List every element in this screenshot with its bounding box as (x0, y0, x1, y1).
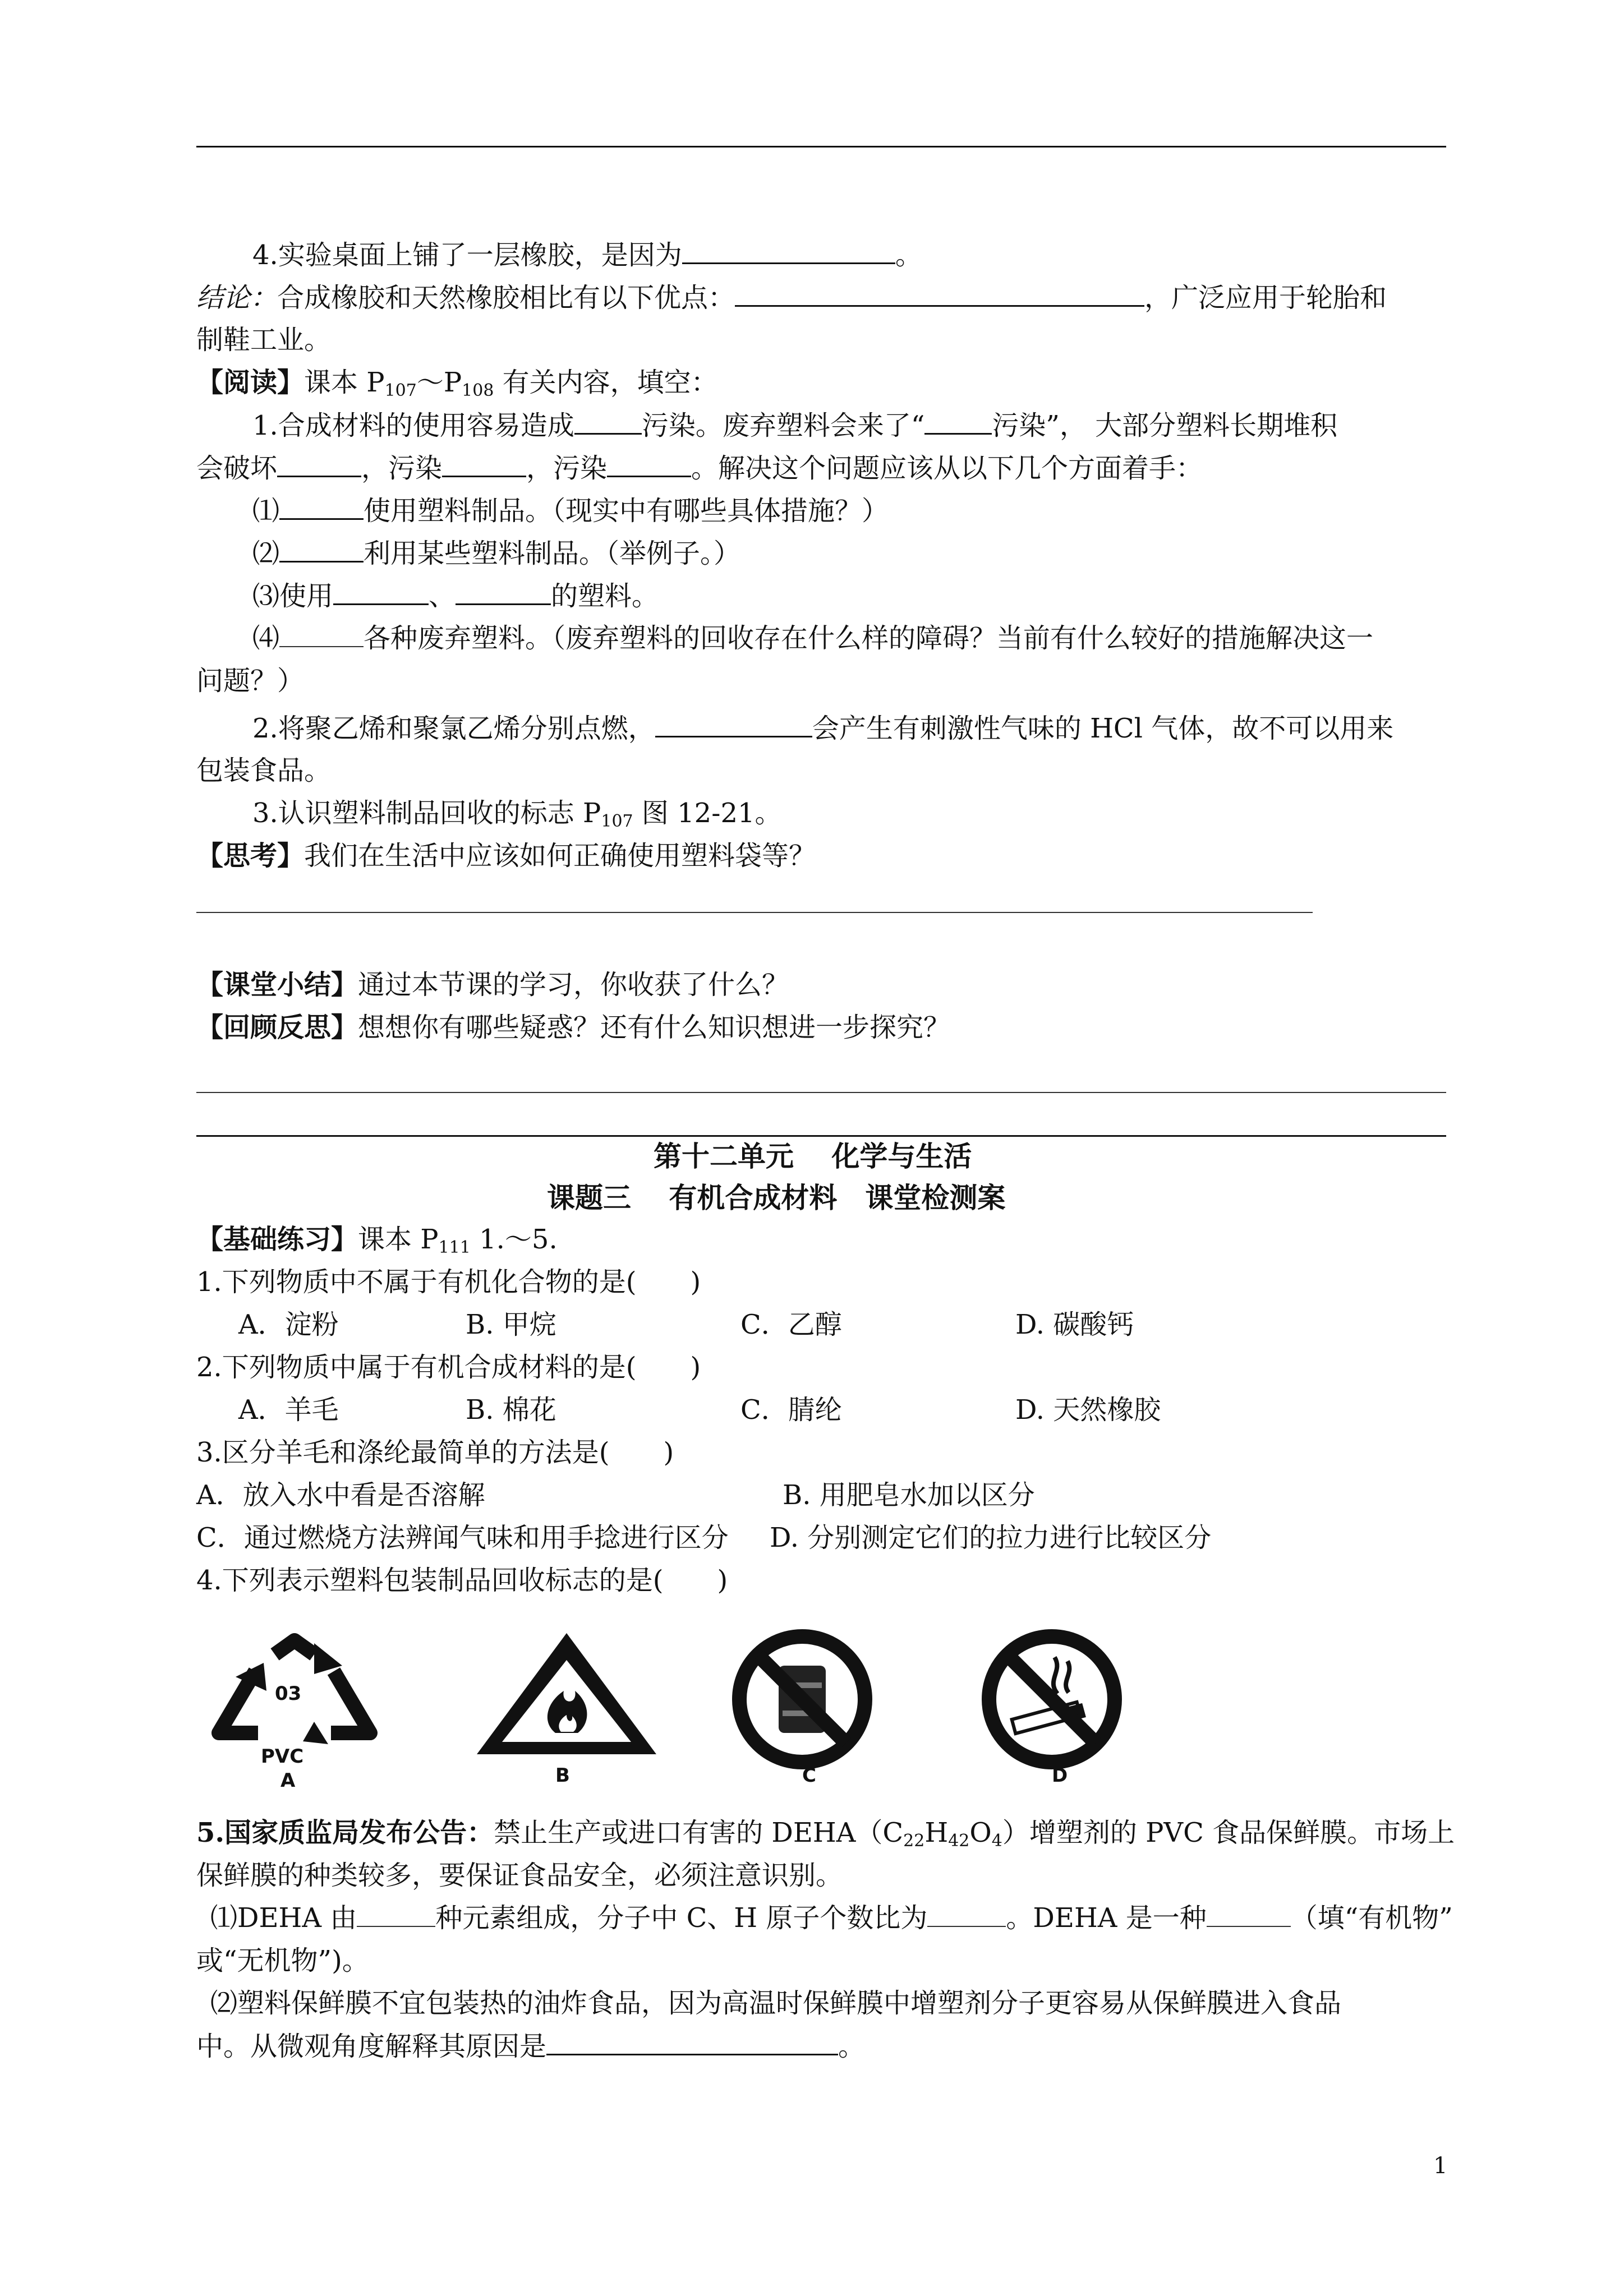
answer-blank[interactable] (924, 408, 992, 435)
reading-sub-4: ⑷ 各种废弃塑料。（废弃塑料的回收存在什么样的障碍？当前有什么较好的措施解决这一 (252, 623, 1374, 654)
icon-d-label: D (1052, 1764, 1068, 1787)
question-3: 3.区分羊毛和涤纶最简单的方法是( ) (196, 1437, 674, 1468)
reading-item-2-line-2: 包装食品。 (196, 755, 332, 786)
flammable-warning-icon[interactable] (471, 1626, 662, 1761)
answer-blank[interactable] (607, 451, 691, 477)
q2-option-a[interactable]: A．羊毛 (238, 1394, 339, 1426)
warning-triangle-icon (471, 1626, 662, 1761)
reading-item-2: 2.将聚乙烯和聚氯乙烯分别点燃， 会产生有刺激性气味的 HCl 气体，故不可以用来 (252, 711, 1393, 745)
question-2: 2.下列物质中属于有机合成材料的是( ) (196, 1352, 701, 1383)
q5-part-2-line-2: 中。从微观角度解释其原因是 。 (196, 2029, 865, 2063)
reading-item-1-line-2: 会破坏 ，污染 ，污染 。解决这个问题应该从以下几个方面着手： (196, 451, 1203, 485)
basic-practice: 【基础练习】课本 $P_{111}$ 1.～5. (196, 1224, 558, 1257)
answer-blank[interactable] (735, 280, 1144, 307)
answer-blank[interactable] (277, 451, 361, 477)
no-smoking-icon[interactable] (979, 1626, 1125, 1772)
answer-blank[interactable] (655, 711, 812, 737)
q3-option-b[interactable]: B. 用肥皂水加以区分 (783, 1479, 1035, 1511)
q5-part-1: ⑴DEHA 由 种元素组成，分子中 C、H 原子个数比为 。DEHA 是一种 （填“有机物” (210, 1902, 1453, 1934)
answer-blank[interactable] (682, 238, 895, 264)
no-barrel-icon[interactable] (729, 1626, 875, 1772)
answer-blank[interactable] (333, 579, 429, 605)
q5-part-2: ⑵塑料保鲜膜不宜包装热的油炸食品，因为高温时保鲜膜中增塑剂分子更容易从保鲜膜进入食品 (210, 1988, 1342, 2019)
question-1: 1.下列物质中不属于有机化合物的是( ) (196, 1266, 701, 1298)
q2-option-c[interactable]: C．腈纶 (740, 1394, 842, 1426)
q1-option-d[interactable]: D. 碳酸钙 (1015, 1309, 1134, 1340)
q3-option-d[interactable]: D. 分别测定它们的拉力进行比较区分 (770, 1522, 1212, 1553)
recycle-pvc-icon[interactable] (202, 1632, 387, 1761)
unit-title: 第十二单元 化学与生活 (654, 1140, 972, 1173)
reading-sub-2: ⑵ 利用某些塑料制品。（举例子。） (252, 536, 740, 570)
q2-option-d[interactable]: D. 天然橡胶 (1015, 1394, 1161, 1426)
q4-line: 4.实验桌面上铺了一层橡胶，是因为 。 (252, 238, 922, 272)
conclusion-line: 结论：合成橡胶和天然橡胶相比有以下优点： ，广泛应用于轮胎和 (196, 280, 1387, 315)
q3-option-c[interactable]: C．通过燃烧方法辨闻气味和用手捻进行区分 (196, 1522, 729, 1553)
reading-sub-1: ⑴ 使用塑料制品。（现实中有哪些具体措施？） (252, 494, 889, 528)
think-line: 【思考】我们在生活中应该如何正确使用塑料袋等？ (196, 840, 816, 872)
no-smoking-sign-icon (979, 1626, 1125, 1772)
q5-part-1-line-2: 或“无机物”)。 (196, 1945, 369, 1976)
q1-option-b[interactable]: B. 甲烷 (466, 1309, 556, 1340)
answer-blank[interactable] (1207, 1901, 1291, 1927)
q1-option-c[interactable]: C．乙醇 (740, 1309, 842, 1340)
answer-blank[interactable] (574, 408, 642, 435)
answer-blank[interactable] (927, 1901, 1006, 1927)
q1-option-a[interactable]: A．淀粉 (238, 1309, 339, 1340)
lesson-title: 课题三 有机合成材料 课堂检测案 (547, 1181, 1006, 1214)
reading-heading: 【阅读】课本 $P_{107}\sim P_{108}$ 有关内容，填空： (196, 367, 718, 400)
question-5-line-2: 保鲜膜的种类较多，要保证食品安全，必须注意识别。 (196, 1860, 843, 1891)
question-4: 4.下列表示塑料包装制品回收标志的是( ) (196, 1565, 728, 1596)
reflect-answer-line[interactable] (196, 1092, 1446, 1093)
reading-item-1: 1.合成材料的使用容易造成 污染。废弃塑料会来了“ 污染”， 大部分塑料长期堆积 (252, 408, 1337, 442)
header-rule (196, 146, 1446, 147)
icon-a-number: 03 (275, 1682, 302, 1705)
icon-a-label: A (280, 1769, 296, 1792)
answer-blank[interactable] (279, 536, 364, 563)
answer-blank[interactable] (357, 1901, 435, 1927)
answer-blank[interactable] (546, 2029, 838, 2055)
summary-line: 【课堂小结】通过本节课的学习，你收获了什么？ (196, 969, 789, 1001)
question-5: 5.国家质监局发布公告：禁止生产或进口有害的 $DEHA(C_{22}H_{42}O_4)$增塑剂的 PVC 食品保鲜膜。市场上 (196, 1817, 1455, 1851)
reading-sub-4-line-2: 问题？） (196, 665, 305, 697)
answer-blank[interactable] (279, 621, 364, 647)
icon-b-label: B (555, 1764, 570, 1787)
icon-c-label: C (802, 1764, 816, 1787)
page-number: 1 (1433, 2153, 1448, 2179)
answer-blank[interactable] (442, 451, 526, 477)
reading-sub-3: ⑶使用 、 的塑料。 (252, 579, 659, 613)
icon-a-pvc: PVC (261, 1745, 304, 1768)
conclusion-line-2: 制鞋工业。 (196, 324, 332, 356)
section-divider (196, 1135, 1446, 1137)
answer-blank[interactable] (279, 494, 364, 520)
answer-blank[interactable] (456, 579, 551, 605)
reading-item-3: 3.认识塑料制品回收的标志 $P_{107}$ 图 12-21。 (252, 797, 782, 831)
q3-option-a[interactable]: A．放入水中看是否溶解 (196, 1479, 485, 1511)
q2-option-b[interactable]: B. 棉花 (466, 1394, 556, 1426)
reflect-line: 【回顾反思】想想你有哪些疑惑？还有什么知识想进一步探究？ (196, 1012, 951, 1043)
prohibition-sign-icon (729, 1626, 875, 1772)
think-answer-line[interactable] (196, 912, 1313, 913)
